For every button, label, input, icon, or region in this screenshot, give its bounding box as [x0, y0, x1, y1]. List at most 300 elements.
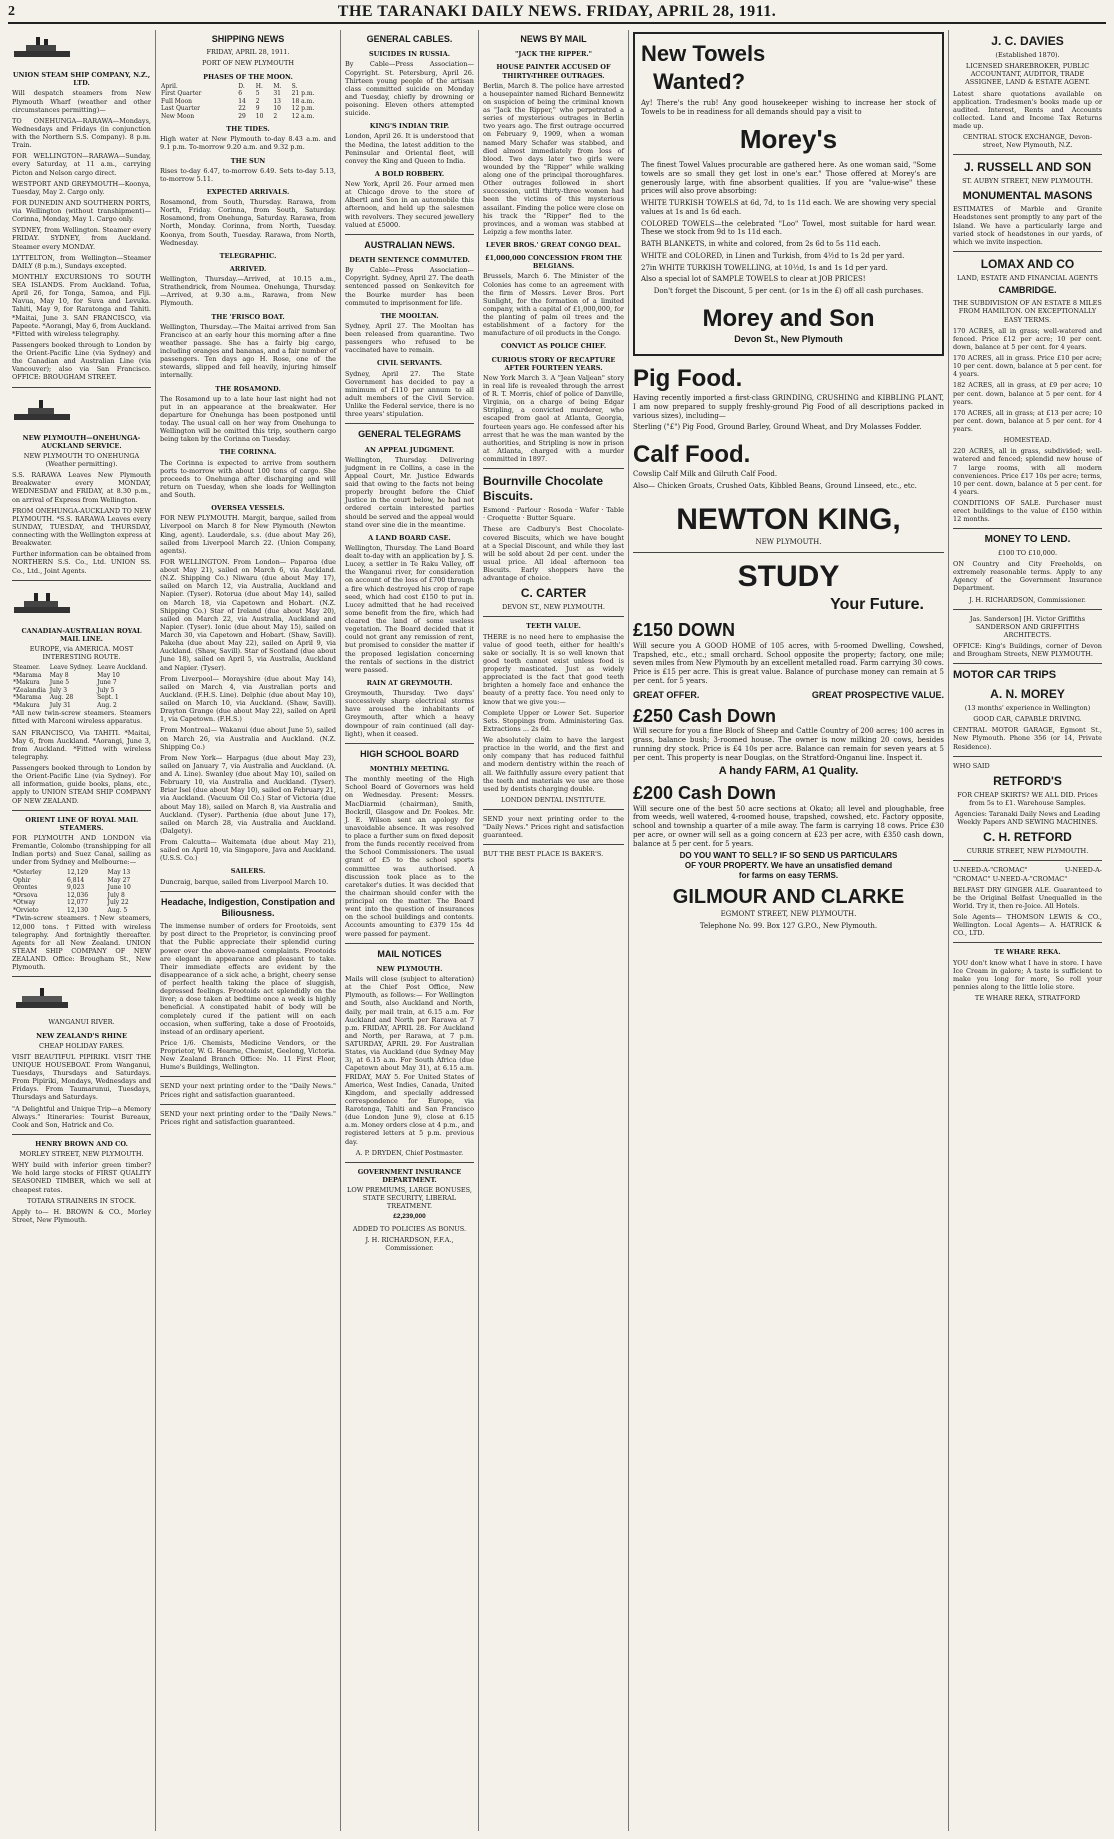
- table-cell: 10: [273, 105, 281, 113]
- bournville-body: These are Cadbury's Best Chocolate-covered Biscuits, which we have bought at a Special Discount, and while they last will be sold about 2d per cent. under the usual price. All ideal afternoon tea Biscuits. Early shoppers have the advantage of choice.: [483, 525, 624, 583]
- morey-experience: (13 months' experience in Wellington): [964, 704, 1091, 712]
- column-business-cards: [949, 30, 1106, 1831]
- sanderson-names: Jas. Sanderson] [H. Victor Griffiths SANDERSON AND GRIFFITHS ARCHITECTS.: [969, 614, 1086, 639]
- insurance-amount: £2,239,000: [393, 1213, 426, 1221]
- table-cell: May 8: [49, 671, 69, 679]
- moon-heading: PHASES OF THE MOON.: [203, 72, 293, 81]
- henry-heading: HENRY BROWN AND CO.: [35, 1139, 128, 1148]
- table-cell: Ophir: [13, 876, 31, 884]
- table-cell: *Makura: [13, 701, 40, 709]
- calf-food-heading: Calf Food.: [633, 441, 751, 468]
- whare-heading: TE WHARE REKA.: [994, 948, 1061, 957]
- wanganui-title: NEW ZEALAND'S RHINE: [36, 1031, 127, 1040]
- table-header-row: [12, 664, 151, 672]
- table-cell: New Moon: [161, 112, 195, 120]
- divider: [483, 468, 624, 469]
- union-wellington: FOR WELLINGTON—RARAWA—Sunday, every Saturday, at 11 a.m., carrying Picton and Nelson cargo direct.: [12, 152, 151, 177]
- orient-body: FOR PLYMOUTH AND LONDON via Fremantle, Colombo (transhipping for all Indian ports) and Suez Canal, sailing as under from Sydney and Melbourne:—: [12, 833, 151, 867]
- telegraphic-heading: TELEGRAPHIC.: [219, 251, 277, 260]
- rosamond-body: The Rosamond up to a late hour last night had not put in an appearance at the breakwater. Her departure for Onehunga has been postponed until today. The usual call on her way from Onehunga to Wellington will be omitted this trip, southern cargo being taken by the Corinna on Tuesday.: [160, 394, 336, 444]
- table-row: [160, 113, 336, 121]
- calf-food-body: Cowslip Calf Milk and Gilruth Calf Food.: [633, 470, 778, 478]
- table-cell: 14: [238, 97, 246, 105]
- mail-sign: A. P. DRYDEN, Chief Postmaster.: [355, 1148, 464, 1157]
- mooltan-heading: THE MOOLTAN.: [380, 311, 439, 320]
- retford-agencies: Agencies: Taranaki Daily News and Leading Weekly Papers AND SEWING MACHINES.: [954, 810, 1101, 827]
- lever-heading: LEVER BROS.' GREAT CONGO DEAL.: [485, 241, 622, 249]
- river-steamer-icon: [12, 986, 72, 1012]
- column-cables: [341, 30, 479, 1831]
- lomax-intro: THE SUBDIVISION OF AN ESTATE 8 MILES FROM HAMILTON. ON EXCEPTIONALLY EASY TERMS.: [953, 299, 1102, 324]
- table-cell: 12,077: [67, 899, 89, 907]
- orient-note: *Twin-screw steamers. †New steamers, 12,000 tons. †Fitted with wireless telegraphy. And fortnightly thereafter. Agents for all New Zealand. UNION STEAM SHIP COMPANY OF NEW ZEALAND. Office: Brougham St., New Plymouth.: [12, 914, 151, 972]
- table-row: [12, 884, 151, 892]
- divider: [953, 942, 1102, 943]
- lomax-lot: 170 ACRES, all in grass. Price £10 per acre; 10 per cent. down, balance at 5 per cent. for 4 years.: [953, 354, 1102, 379]
- table-cell: First Quarter: [161, 90, 202, 98]
- teeth-heading: TEETH VALUE.: [526, 622, 581, 631]
- henry-sign: Apply to— H. BROWN & CO., Morley Street, New Plymouth.: [12, 1207, 151, 1224]
- divider: [953, 860, 1102, 861]
- newspaper-title: THE TARANAKI DAILY NEWS. FRIDAY, APRIL 28, 1911.: [337, 3, 777, 20]
- frisco-heading: THE 'FRISCO BOAT.: [211, 312, 285, 321]
- towels-intro: Ay! There's the rub! Any good housekeeper wishing to increase her stock of Towels to be in readiness for all demands should pay a visit to: [641, 99, 936, 116]
- civil-heading: CIVIL SERVANTS.: [376, 359, 443, 368]
- divider: [160, 891, 336, 892]
- retford-name: C. H. RETFORD: [983, 830, 1072, 845]
- union-nz: Passengers booked through to London by the Orient-Pacific Line (via Sydney). For all information, guide books, plans, etc., apply to UNION STEAM SHIP COMPANY OF NEW ZEALAND.: [12, 764, 151, 805]
- column-news-by-mail: [479, 30, 629, 1831]
- divider: [12, 387, 151, 388]
- biscuit-name: Parlour: [516, 506, 542, 515]
- divider: [12, 580, 151, 581]
- table-cell: 10: [255, 112, 264, 120]
- morey-motor-name: A. N. MOREY: [990, 687, 1065, 701]
- henry-body: WHY build with inferior green timber? We hold large stocks of FIRST QUALITY SEASONED TIMBER, which we sell at cheapest rates.: [12, 1161, 151, 1194]
- lomax-sub: LAND, ESTATE AND FINANCIAL AGENTS: [956, 273, 1098, 282]
- table-cell: July 8: [107, 891, 125, 899]
- mooltan-body: Sydney, April 27. The Mooltan has been released from quarantine. Two passengers who refused to be vaccinated have to remain.: [345, 321, 474, 355]
- lomax-town: CAMBRIDGE.: [998, 285, 1057, 295]
- insurance-heading: GOVERNMENT INSURANCE DEPARTMENT.: [357, 1167, 462, 1184]
- page-number: 2: [8, 4, 15, 20]
- oversea-montreal: From Montreal— Wakanui (due about June 5), sailed on March 26, via Australia and Auckland. (N.Z. Shipping Co.): [160, 726, 336, 751]
- insurance-body: LOW PREMIUMS, LARGE BONUSES, STATE SECURITY, LIBERAL TREATMENT.: [347, 1186, 472, 1211]
- table-row: [12, 899, 151, 907]
- tides-body: High water at New Plymouth to-day 8.43 a.m. and 9.1 p.m. To-morrow 9.20 a.m. and 9.32 p.m.: [160, 135, 336, 152]
- table-cell: 9,023: [67, 884, 85, 892]
- table-cell: July 31: [49, 701, 71, 709]
- table-header: Steamer.: [13, 664, 41, 672]
- oversea-np: FOR NEW PLYMOUTH. Margit, barque, sailed from Liverpool on March 8 for New Plymouth (Newton King, agent). Lauderdale, s.s. (due about May 26), sailed from Liverpool March 22. (Union Company, agents).: [160, 514, 336, 555]
- table-cell: 12,129: [67, 869, 89, 877]
- russell-trade: MONUMENTAL MASONS: [962, 189, 1093, 202]
- russell-address: ST. AUBYN STREET, NEW PLYMOUTH.: [962, 177, 1093, 186]
- orient-schedule: [12, 869, 151, 914]
- port-heading: PORT OF NEW PLYMOUTH: [202, 59, 294, 68]
- davies-body: Latest share quotations available on application. Tradesmen's books made up or audited. Interest, Rents and Accounts collected. Land and Income Tax Returns made up.: [953, 89, 1102, 130]
- canadian-note: *All new twin-screw steamers. Steamers fitted with Marconi wireless apparatus.: [12, 709, 151, 726]
- henry-sub: MORLEY STREET, NEW PLYMOUTH.: [19, 1150, 144, 1158]
- table-cell: July 3: [49, 686, 68, 694]
- table-cell: Last Quarter: [161, 105, 201, 113]
- printing-ad: SEND your next printing order to the "Daily News." Prices right and satisfaction guaranteed.: [160, 1082, 336, 1099]
- table-cell: *Osterley: [13, 869, 42, 877]
- corinna-body: The Corinna is expected to arrive from southern ports to-morrow with about 100 tons of cargo. She proceeds to Onehunga after discharging and will return on Tuesday, when she loads for Wellington and South.: [160, 458, 336, 499]
- convict-body: New York March 3. A "Jean Valjean" story in real life is revealed through the arrest of R. T. Morris, chief of police of Danville, Virginia, on a charge of being Edgar Stripling, a convicted murderer, who escaped from gaol at Atlanta, Georgia, fourteen years ago. He confessed after his arrest that he was the man wanted by the authorities, and Stripling is now in prison at Atlanta, charged with a murder committed in 1897.: [483, 373, 624, 463]
- death-body: By Cable—Press Association—Copyright. Sydney, April 27. The death sentenced passed on Senkevitch for the Bourke murder has been commuted to imprisonment for life.: [345, 266, 474, 307]
- morey-son-name: Morey and Son: [702, 304, 875, 332]
- printing-ad: SEND your next printing order to the "Daily News." Prices right and satisfaction guaranteed.: [160, 1109, 336, 1126]
- towel-item: Also a special lot of SAMPLE TOWELS to clear at JOB PRICES!: [641, 275, 866, 284]
- table-cell: 9: [255, 105, 260, 113]
- steamer-icon: [12, 590, 72, 616]
- cables-heading: GENERAL CABLES.: [366, 34, 453, 44]
- table-row: [160, 105, 336, 113]
- column-shipping-news: [156, 30, 341, 1831]
- steamer-icon: [12, 397, 72, 423]
- wanganui-body: VISIT BEAUTIFUL PIPIRIKI. VISIT THE UNIQUE HOUSEBOAT. From Wanganui, Tuesdays, Thursdays and Saturdays. From Pipiriki, Mondays, Wednesdays and Fridays. From Taumarunui, Tuesdays, Thursdays and Saturdays.: [12, 1052, 151, 1102]
- pig-food-heading: Pig Food.: [633, 365, 743, 392]
- insurance-sign: J. H. RICHARDSON, F.F.A., Commissioner.: [365, 1235, 454, 1252]
- retford-body: FOR CHEAP SKIRTS? WE ALL DID. Prices from 5s to £1. Warehouse Samples.: [957, 790, 1098, 807]
- union-westport: WESTPORT AND GREYMOUTH—Koonya, Tuesday, May 2. Cargo only.: [12, 179, 151, 196]
- moreys-name: Morey's: [739, 123, 838, 154]
- mail-news-heading: NEWS BY MAIL: [520, 34, 587, 44]
- sailers-body: Duncraig, barque, sailed from Liverpool March 10.: [160, 877, 329, 886]
- ripper-sub: HOUSE PAINTER ACCUSED OF THIRTY-THREE OUTRAGES.: [496, 63, 611, 80]
- table-cell: May 13: [107, 869, 131, 877]
- great-value: GREAT PROSPECTIVE VALUE.: [811, 689, 944, 700]
- divider: [12, 1134, 151, 1135]
- union-heading: UNION STEAM SHIP COMPANY, N.Z., LTD.: [12, 71, 151, 88]
- great-offer: GREAT OFFER.: [633, 689, 700, 700]
- table-cell: June 10: [107, 884, 131, 892]
- telegrams-heading: GENERAL TELEGRAMS: [358, 429, 461, 440]
- divider: [953, 663, 1102, 664]
- divider: [953, 154, 1102, 155]
- henry-totara: TOTARA STRAINERS IN STOCK.: [26, 1196, 137, 1205]
- table-cell: 13: [273, 97, 281, 105]
- towels-title-2: Wanted?: [653, 68, 746, 94]
- divider: [953, 251, 1102, 252]
- australian-heading: AUSTRALIAN NEWS.: [364, 239, 455, 250]
- table-header: S.: [291, 82, 298, 90]
- table-cell: *Marama: [13, 671, 42, 679]
- table-cell: *Otway: [13, 899, 36, 907]
- retford-heading: RETFORD'S: [993, 773, 1062, 788]
- headache-price: Price 1/6. Chemists, Medicine Vendors, or the Proprietor, W. G. Hearne, Chemist, Geelong, Victoria. New Zealand Branch Office: No. 11 First Floor, Hume's Buildings, Wellington.: [160, 1038, 336, 1072]
- orient-heading: ORIENT LINE OF ROYAL MAIL STEAMERS.: [25, 815, 138, 832]
- table-header: Leave Auckland.: [97, 664, 148, 672]
- towel-item: BATH BLANKETS, in white and colored, from 2s 6d to 5s 11d each.: [641, 240, 881, 248]
- sell-line: for farms on easy TERMS.: [738, 871, 839, 881]
- down150-heading: £150 DOWN: [633, 620, 736, 641]
- table-cell: 31: [273, 90, 281, 98]
- lomax-lot: 182 ACRES, all in grass, at £9 per acre; 10 per cent. down, balance at 5 per cent. for 4 years.: [953, 381, 1102, 406]
- who-said: WHO SAID: [953, 761, 990, 770]
- table-cell: 2: [255, 97, 260, 105]
- masthead: [8, 2, 1106, 24]
- biscuit-name: Rosoda: [548, 506, 573, 515]
- divider: [345, 423, 474, 424]
- belfast-ad: BELFAST DRY GINGER ALE. Guaranteed to be the Original Belfast Unequalled in the World. Try it, then re-Joice. All Hotels.: [953, 885, 1102, 910]
- table-header: M.: [273, 82, 282, 90]
- teeth-body-2: We absolutely claim to have the largest practice in the world, and the first and only company that has reduced faithful and modern dentistry within the reach of all. We faithfully assure every patient that the teeth and materials we use are those used by dentists charging double.: [483, 736, 624, 793]
- divider: [483, 809, 624, 810]
- towel-item: 27in WHITE TURKISH TOWELLING, at 10½d, 1s and 1s 1d per yard.: [641, 263, 888, 272]
- carter-address: DEVON ST., NEW PLYMOUTH.: [502, 603, 605, 612]
- lomax-heading: LOMAX AND CO: [980, 256, 1075, 271]
- column-shipping-ads: [8, 30, 156, 1831]
- gilmour-clarke-name: GILMOUR AND CLARKE: [672, 886, 905, 909]
- oversea-heading: OVERSEA VESSELS.: [211, 504, 285, 513]
- rain-heading: RAIN AT GREYMOUTH.: [366, 678, 453, 687]
- russell-body: ESTIMATES of Marble and Granite Headstones sent promptly to any part of the Island. We have a particularly large and varied stock of headstones in our yards, of which we invite inspection.: [953, 205, 1102, 246]
- davies-address: CENTRAL STOCK EXCHANGE, Devon-street, New Plymouth, N.Z.: [962, 133, 1093, 150]
- davies-titles: LICENSED SHAREBROKER, PUBLIC ACCOUNTANT, AUDITOR, TRADE ASSIGNEE, LAND & ESTATE AGENT.: [965, 62, 1090, 87]
- divider: [483, 844, 624, 845]
- convict-sub: CURIOUS STORY OF RECAPTURE AFTER FOURTEEN YEARS.: [491, 355, 616, 372]
- kings-heading: KING'S INDIAN TRIP.: [369, 122, 450, 131]
- sf-tahiti: SAN FRANCISCO, Via TAHITI. *Maitai, May 6, from Auckland. *Aorangi, June 3, from Auckland. *Fitted with wireless telegraphy.: [12, 728, 151, 761]
- gilmour-address: EGMONT STREET, NEW PLYMOUTH.: [720, 910, 857, 919]
- table-cell: 12 a.m.: [291, 112, 315, 120]
- table-cell: 12,130: [67, 906, 89, 914]
- table-header: April.: [161, 82, 178, 90]
- biscuit-name: Croquette: [487, 514, 521, 523]
- further-info: Further information can be obtained from NORTHERN S.S. Co., Ltd. UNION SS. Co., Ltd., Joint Agents.: [12, 550, 151, 575]
- table-header: Leave Sydney.: [49, 664, 93, 672]
- arrived-heading: ARRIVED.: [229, 264, 267, 273]
- table-cell: 6: [238, 90, 243, 98]
- teeth-body: THERE is no need here to emphasise the value of good teeth, either for health's sake or socially. It is so well known that good teeth cannot exist unless food is properly masticated. Just as widely appreciated is the fact that good teeth brighten a homely face and enhance the beauty of a pretty face. You need only to know that we give you:—: [483, 632, 624, 706]
- davies-heading: J. C. DAVIES: [991, 34, 1064, 48]
- table-cell: *Makura: [13, 679, 40, 687]
- table-cell: 2: [273, 112, 278, 120]
- column-display-ads: [629, 30, 949, 1831]
- convict-heading: CONVICT AS POLICE CHIEF.: [500, 342, 607, 351]
- lomax-homestead: HOMESTEAD.: [1003, 436, 1052, 445]
- table-cell: Aug. 2: [97, 701, 117, 709]
- canadian-heading: CANADIAN-AUSTRALIAN ROYAL MAIL LINE.: [21, 626, 142, 643]
- table-row: [12, 877, 151, 885]
- table-cell: 12 p.m.: [291, 105, 315, 113]
- future-heading: Your Future.: [830, 596, 924, 614]
- russell-heading: J. RUSSELL AND SON: [963, 160, 1092, 175]
- carter-heading: C. CARTER: [520, 586, 587, 601]
- oversea-liverpool: From Liverpool— Morayshire (due about May 14), sailed on March 4, via Australian ports and Auckland. (F.H.S. Line). Delphic (due about May 10), sailed on March 10, via Auckland. (Shaw, Savill). Drayton Grange (due about May 22), sailed on April 1, via Capetown. (F.H.S.): [160, 674, 336, 724]
- union-intro: Will despatch steamers from New Plymouth Wharf (weather and other circumstances permitting)—: [12, 89, 151, 114]
- tides-heading: THE TIDES.: [226, 125, 270, 134]
- biscuit-name: Table: [606, 506, 624, 515]
- table-cell: July 5: [97, 686, 115, 694]
- money-body: ON Country and City Freeholds, on extremely reasonable terms. Apply to any Agency of the Government Insurance Department.: [953, 560, 1102, 593]
- mail-body: Mails will close (subject to alteration) at the Chief Post Office, New Plymouth, as follows:— For Wellington and South, also Auckland and North, daily, per mail train, at 6.15 a.m. For Auckland and North per Rarawa at 7 p.m. FRIDAY, APRIL 28. For Auckland and North, per Rarawa, at 7 p.m. SATURDAY, APRIL 29. For Australian States, via Auckland (due Sydney May 3), at 6.15 a.m. For South Africa (due Capetown about May 31), at 6.15 a.m. FRIDAY, MAY 5. For United States of America, West Indies, Canada, United Kingdom, and specially addressed correspondence for Europe, via Rarotonga, Tahiti and San Francisco (due London June 9), close at 6.15 a.m. Money orders close at 4 p.m., and registered letters at 5 p.m. previous day.: [345, 975, 474, 1146]
- towels-discount: Don't forget the Discount, 5 per cent. (or 1s in the £) off all cash purchases.: [653, 287, 924, 295]
- table-cell: Orontes: [13, 884, 38, 892]
- table-row: [12, 702, 151, 710]
- sell-line: DO YOU WANT TO SELL? IF SO SEND US PARTICULARS: [679, 851, 898, 861]
- np-onehunga-sub: NEW PLYMOUTH TO ONEHUNGA (Weather permitting).: [23, 451, 140, 468]
- offer-row: [633, 690, 944, 701]
- table-cell: 12,036: [67, 891, 89, 899]
- appeal-heading: AN APPEAL JUDGMENT.: [364, 445, 455, 454]
- school-heading: HIGH SCHOOL BOARD: [360, 748, 459, 759]
- divider: [345, 234, 474, 235]
- moon-table: [160, 83, 336, 121]
- dateline: FRIDAY, APRIL 28, 1911.: [206, 48, 290, 57]
- table-cell: Aug. 5: [107, 906, 128, 914]
- belfast-agents: Sole Agents— THOMSON LEWIS & CO., Wellington. Local Agents— A. HATRICK & CO., LTD.: [953, 913, 1102, 938]
- morey-towels-ad: [633, 32, 944, 356]
- table-cell: Full Moon: [161, 97, 193, 105]
- biscuit-name: Esmond: [483, 506, 510, 515]
- morey-address: Devon St., New Plymouth: [734, 333, 843, 344]
- table-cell: *Zealandia: [13, 686, 46, 694]
- table-cell: *Orvieto: [13, 906, 39, 914]
- table-cell: 5: [255, 90, 260, 98]
- table-header-row: [160, 83, 336, 91]
- civil-body: Sydney, April 27. The State Government has decided to pay a minimum of £110 per annum to all adult members of the Civil Service. Unlike the Federal service, there is no three years' stipulation.: [345, 369, 474, 419]
- table-row: [12, 687, 151, 695]
- expected-heading: EXPECTED ARRIVALS.: [206, 187, 290, 196]
- lomax-lot: 220 ACRES, all in grass, subdivided; well-watered and fenced; splendid new house of 7 large rooms, with all modern conveniences. Price £17 10s per acre; terms, 10 per cent. down, balance at 5 per cent. for 4 years.: [953, 447, 1102, 496]
- sanderson-address: OFFICE: King's Buildings, corner of Devon and Brougham Streets, NEW PLYMOUTH.: [953, 642, 1102, 659]
- divider: [953, 756, 1102, 757]
- bournville-heading: Bournville Chocolate Biscuits.: [483, 474, 604, 504]
- table-row: [12, 892, 151, 900]
- bournville-items: Esmond · Parlour · Rosoda · Wafer · Table · Croquette · Butter Square.: [483, 506, 624, 523]
- ripper-body: Berlin, March 8. The police have arrested a housepainter named Richard Bennewitz on suspicion of being the criminal known as "Jack the Ripper," who perpetrated a series of mysterious outrages in Berlin two years ago. The first outrage occurred on February 9, 1909, when a woman named Mary Schafer was stabbed, and died almost immediately from loss of blood. Two days later two girls were wounded by the "Ripper" while walking along one of the principal thoroughfares. Other outrages followed in short succession, until thirty-three women had been the victims of this mysterious assailant. Finding the police were close on his track the "Ripper" fled to the provinces, and a woman was stabbed at Leipzig a few months later.: [483, 81, 624, 236]
- oversea-calcutta: From Calcutta— Waitemata (due about May 21), sailed on April 10, via Singapore, Java and Auckland. (U.S.S. Co.): [160, 838, 336, 863]
- suicides-body: By Cable—Press Association—Copyright. St. Petersburg, April 26. Thirteen young people of the artisan class committed suicide on Monday and Tuesday, chiefly by drowning or poisoning. Eleven others attempted suicide.: [345, 60, 474, 118]
- lomax-lot: 170 ACRES, all in grass; well-watered and fenced. Price £12 per acre; 10 per cent. down, balance at 5 per cent. for 4 years.: [953, 326, 1102, 351]
- gilmour-telephone: Telephone No. 99. Box 127 G.P.O., New Plymouth.: [699, 922, 878, 930]
- death-heading: DEATH SENTENCE COMMUTED.: [349, 256, 470, 264]
- oversea-wellington: FOR WELLINGTON. From London— Paparoa (due about May 21), sailed on March 6, via Auckland. (N.Z. Shipping Co.) Niwaru (due about May 17), sailed on March 12, via Australia, Auckland and Napier. (Tyser). Rotorua (due about May 14), sailed on March 18, via Capetown and Hobart. (N.Z. Shipping Co.) Star of Ireland (due about May 20), sailed on March 22, via Australia, Auckland and Napier. (Tyser). Ionic (due about May 15), sailed on March 30, via Capetown and Hobart. (Shaw, Savill). Pakeha (due about May 22), sailed on April 9, via Auckland. (Shaw, Savill). Star of Scotland (due about June 18), sailed on April 5, via Australia, Auckland and Napier. (Tyser).: [160, 557, 336, 672]
- lever-body: Brussels, March 6. The Minister of the Colonies has come to an agreement with the firm of Messrs. Lever Bros. Port Sunlight, for the formation of a limited company, with a capital of £1,000,000, for the planting of palm oil trees and the establishment of a factory for the manufacture of oil products in the Congo.: [483, 272, 624, 338]
- school-body: The monthly meeting of the High School Board of Governors was held on Wednesday. Present: Messrs. MacDiarmid (chairman), Smith, Bockrill, Glasgow and Dr. Fookes. Mr. J. E. Wilson sent an apology for unavoidable absence. It was resolved to place a further sum on fixed deposit from the funds recently received from the School Commissioners. The usual grant of £5 to the school sports committee was authorised. A discussion took place as to the caretaker's duties. It was decided that the chairman should confer with the principal on the matter. The Board went into the question of insurances on the school buildings and contents. Accounts amounting to £379 15s 4d were passed for payment.: [345, 775, 474, 938]
- towels-body: The finest Towel Values procurable are gathered here. As one woman said, "Some towels are so small they get lost in one's ear." Those offered at Morey's are generously large, with fine absorbent qualities. If you are "value-wise" these prices will also prove absorbing:: [641, 161, 936, 196]
- biscuit-name: Wafer: [579, 506, 599, 515]
- wanganui-sub: CHEAP HOLIDAY FARES.: [39, 1041, 124, 1050]
- union-passengers: Passengers booked through to London by the Orient-Pacific Line (via Sydney) and the Canadian and Australian Line (via Vancouver); also via San Francisco. OFFICE: BROUGHAM STREET.: [12, 340, 151, 382]
- table-cell: 6,814: [67, 876, 85, 884]
- retford-address: CURRIE STREET, NEW PLYMOUTH.: [966, 847, 1089, 856]
- robbery-heading: A BOLD ROBBERY.: [374, 169, 445, 178]
- towel-item: WHITE TURKISH TOWELS at 6d, 7d, to 1s 11d each. We are showing very special values at 1s and 1s 6d each.: [641, 199, 936, 216]
- mail-heading: MAIL NOTICES: [377, 948, 442, 959]
- table-row: [12, 672, 151, 680]
- table-cell: 21 p.m.: [291, 90, 315, 98]
- divider: [345, 1162, 474, 1163]
- table-cell: July 22: [107, 899, 129, 907]
- expected-body: Rosamond, from South, Thursday. Rarawa, from North, Friday. Corinna, from South, Saturday. Rosamond, from Onehunga, Saturday. Rarawa, from North, Monday. Corinna, from North, Tuesday. Koonya, from South, Tuesday. Rarawa, from North, Wednesday.: [160, 198, 336, 247]
- handy-farm: A handy FARM, A1 Quality.: [718, 765, 859, 778]
- table-row: [160, 90, 336, 98]
- pig-food-items: Sterling ("£") Pig Food, Ground Barley, Ground Wheat, and Dry Molasses Fodder.: [633, 423, 922, 432]
- divider: [160, 1076, 336, 1077]
- union-sydney: SYDNEY, from Wellington. Steamer every FRIDAY. SYDNEY, from Auckland. Steamer every MONDAY.: [12, 226, 151, 251]
- np-onehunga-heading: NEW PLYMOUTH—ONEHUNGA-AUCKLAND SERVICE.: [22, 433, 141, 450]
- canadian-sub: EUROPE, via AMERICA. MOST INTERESTING ROUTE.: [29, 645, 134, 662]
- table-cell: 18 a.m.: [291, 97, 315, 105]
- insurance-added: ADDED TO POLICIES AS BONUS.: [352, 1224, 467, 1233]
- table-row: [12, 694, 151, 702]
- cromac-ad: U-NEED-A-"CROMAC" U-NEED-A-"CROMAC" U-NEED-A-"CROMAC": [953, 866, 1102, 883]
- motor-heading: MOTOR CAR TRIPS: [953, 669, 1057, 682]
- table-cell: 29: [238, 112, 246, 120]
- divider: [12, 810, 151, 811]
- lever-sub: £1,000,000 CONCESSION FROM THE BELGIANS.: [484, 254, 623, 271]
- table-cell: May 27: [107, 876, 131, 884]
- oversea-newyork: From New York— Harpagus (due about May 23), sailed on January 7, via Australia and Auckland. (A. and A. Line). Swanley (due about May 10), sailed on February 10, via Australia and Auckland. (Tyser). Briar Isel (due about May 10), sailed on February 21, via Auckland. (Vacuum Oil Co.) Star of Victoria (due about May 18), sailed on March 8, via Australia and Auckland. (Tyser). Parthenia (due about June 17), sailed on March 28, via Australia and Auckland. (Dalgety).: [160, 753, 336, 835]
- table-cell: May 10: [97, 671, 120, 679]
- suicides-heading: SUICIDES IN RUSSIA.: [368, 50, 451, 59]
- table-cell: *Orsova: [13, 891, 38, 899]
- whare-body: YOU don't know what I have in store. I have Ice Cream in galore; A taste is sufficient to make you long for more, So roll your pennies along to the little lolie store.: [953, 958, 1102, 991]
- canadian-schedule: [12, 664, 151, 709]
- sailers-heading: SAILERS.: [230, 867, 266, 876]
- union-lyttelton: LYTTELTON, from Wellington—Steamer DAILY (8 p.m.), Sundays excepted.: [12, 253, 151, 270]
- wanganui-heading: WANGANUI RIVER.: [48, 1018, 115, 1027]
- table-row: [12, 869, 151, 877]
- study-heading: STUDY: [737, 559, 840, 593]
- headache-body: The immense number of orders for Frootoids, sent by post direct to the Proprietor, is convincing proof that the Public appreciate their splendid curing power over the above-named complaints. Frootoids are elegant in appearance and pleasant to take. Their immediate effects are evident by the disappearance of a sick ache, a bright, cheery sense of perfect health taking the place of sluggish, depressed feelings. Frootoids act splendidly on the liver; a dose taken at bedtime once a week is highly beneficial. A constipated habit of body will be completely cured if the patient will on each occasion, when suffering, take a dose of Frootoids, instead of an ordinary aperient.: [160, 922, 336, 1036]
- cash250-heading: £250 Cash Down: [633, 705, 777, 726]
- table-header: D.: [238, 82, 245, 90]
- lomax-conditions: CONDITIONS OF SALE. Purchaser must erect buildings to the value of £150 within 12 months.: [953, 499, 1102, 524]
- table-row: [12, 679, 151, 687]
- garage-address: CENTRAL MOTOR GARAGE, Egmont St., New Plymouth. Phone 356 (or 14, Private Residence).: [953, 726, 1102, 751]
- robbery-body: New York, April 26. Four armed men at Chicago drove to the store of Albertl and Son in an automobile this afternoon, and held up the salesmen with revolvers. They secured jewellery valued at £5000.: [345, 180, 474, 229]
- mail-sub: NEW PLYMOUTH.: [376, 964, 443, 973]
- money-sign: J. H. RICHARDSON, Commissioner.: [969, 595, 1086, 604]
- table-cell: Aug. 28: [49, 694, 74, 702]
- towel-item: WHITE and COLORED, in Linen and Turkish, from 4½d to 1s 2d per yard.: [641, 251, 905, 260]
- divider: [483, 616, 624, 617]
- sell-line: OF YOUR PROPERTY. We have an unsatisfied demand: [684, 861, 893, 871]
- divider: [160, 1104, 336, 1105]
- divider: [12, 976, 151, 977]
- divider: [633, 552, 944, 553]
- union-onehunga: TO ONEHUNGA—RARAWA—Mondays, Wednesdays and Fridays (in conjunction with the Northern S.S. Company). 8 p.m. Train.: [12, 116, 151, 150]
- headache-heading: Headache, Indigestion, Constipation and Biliousness.: [160, 896, 335, 918]
- kings-body: London, April 26. It is understood that the Medina, the latest addition to the Peninsular and Oriental fleet, will convey the King and Queen to India.: [345, 132, 474, 165]
- towel-item: COLORED TOWELS—the celebrated "Loo" Towel, most suitable for hard wear. These we stock from 9d to 1s 11d each.: [641, 219, 936, 237]
- shipping-heading: SHIPPING NEWS: [211, 34, 285, 44]
- divider: [953, 609, 1102, 610]
- rain-body: Greymouth, Thursday. Two days' successively sharp electrical storms have aroused the inhabitants of Greymouth, after which a heavy downpour of rain continued (all day-light), when it ceased.: [345, 689, 474, 738]
- teeth-sign: LONDON DENTAL INSTITUTE.: [501, 795, 606, 804]
- table-header: H.: [255, 82, 263, 90]
- frisco-body: Wellington, Thursday.—The Maitai arrived from San Francisco at an early hour this morning after a fine weather passage. She has a fairly big cargo, including oranges and bananas, and a fair number of passengers. Ten days ago H. Rose, one of the stewards, slipped and fell heavily, injuring himself internally.: [160, 322, 336, 380]
- table-cell: *Marama: [13, 694, 42, 702]
- sun-body: Rises to-day 6.47, to-morrow 6.49. Sets to-day 5.13, to-morrow 5.11.: [160, 166, 336, 183]
- whare-sign: TE WHARE REKA, STRATFORD: [974, 994, 1081, 1002]
- sun-heading: THE SUN: [230, 156, 266, 165]
- table-cell: June 5: [49, 679, 70, 687]
- calf-food-also: Also— Chicken Groats, Crushed Oats, Kibbled Beans, Ground Linseed, etc., etc.: [633, 481, 917, 490]
- pig-food-body: Having recently imported a first-class GRINDING, CRUSHING and KIBBLING PLANT, I am now prepared to supply freshly-ground Pig Food of all descriptions packed in various sizes), including—: [633, 394, 944, 420]
- down150-body: Will secure you A GOOD HOME of 105 acres, with 5-roomed Dwelling, Cowshed, Trapshed, etc., etc.; small orchard. School opposite the property; factory, one mile; seven miles from New Plymouth by an excellent metalled road. Farm carrying 30 cows. Price is £15 per acre. This is great value. Balance of purchase money can remain at 5 per cent. for 5 years.: [633, 641, 944, 685]
- steamer-icon: [12, 34, 72, 60]
- table-cell: Sept. 1: [97, 694, 119, 702]
- appeal-body: Wellington, Thursday. Delivering judgment in re Collins, a case in the Appeal Court, Mr. Justice Edwards said that owing to the facts not being properly brought before the Chief Justice in the court below, he had not ordered certain interested parties should be served and the appeal would stand over sine die in the meantime.: [345, 455, 475, 529]
- baker-ad: BUT THE BEST PLACE IS BAKER'S.: [483, 850, 604, 859]
- table-cell: 22: [238, 105, 246, 113]
